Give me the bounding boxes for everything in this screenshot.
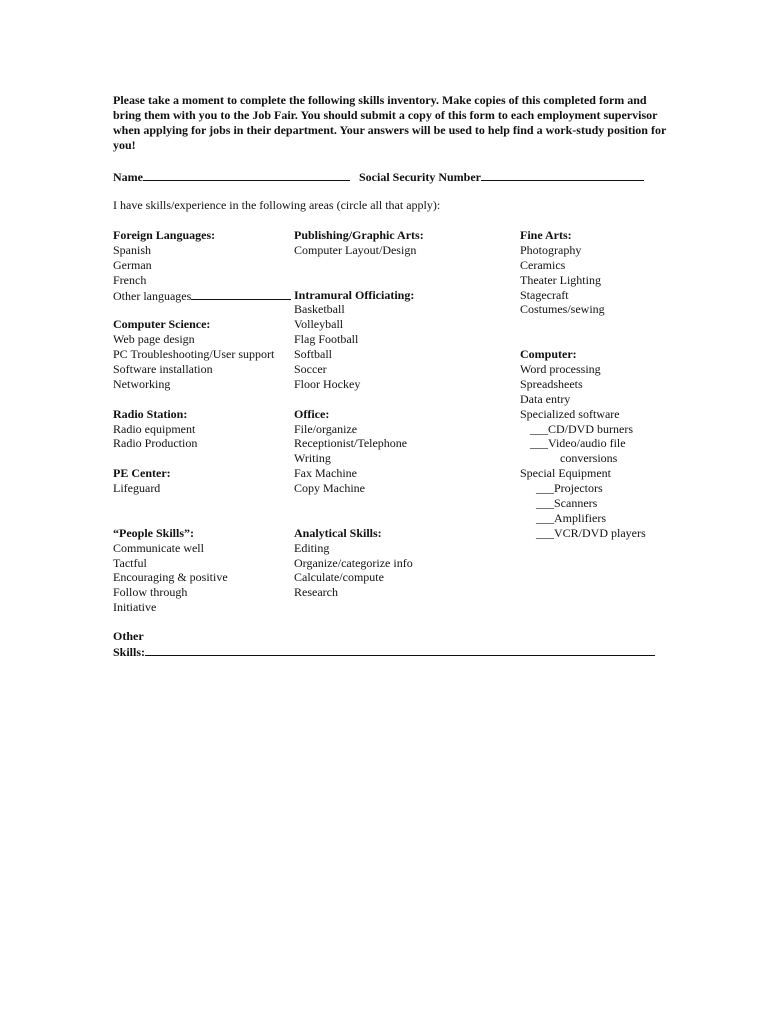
skill-item[interactable]: Organize/categorize info	[294, 555, 413, 570]
skill-item[interactable]: Floor Hockey	[294, 376, 361, 391]
skill-item[interactable]: Spanish	[113, 242, 152, 257]
equipment-checkbox-item[interactable]: ___Projectors	[536, 481, 603, 496]
analytical-heading: Analytical Skills:	[294, 525, 382, 540]
software-checkbox-item[interactable]: ___Video/audio file	[530, 436, 626, 451]
name-field[interactable]	[113, 169, 350, 185]
skill-item[interactable]: Data entry	[520, 391, 571, 406]
computer-science-heading: Computer Science:	[113, 317, 211, 332]
skill-item[interactable]: Volleyball	[294, 317, 344, 332]
skill-item[interactable]: Receptionist/Telephone	[294, 436, 408, 451]
other-skills-label-line1: Other	[113, 629, 144, 643]
skill-item[interactable]: Editing	[294, 540, 330, 555]
skill-item[interactable]: File/organize	[294, 421, 358, 436]
skill-item[interactable]: Softball	[294, 347, 332, 362]
skill-item[interactable]: Tactful	[113, 555, 147, 570]
equipment-checkbox-item[interactable]: ___Scanners	[536, 496, 598, 511]
other-languages-field[interactable]	[113, 288, 291, 303]
other-skills-field[interactable]	[113, 629, 655, 660]
foreign-languages-heading: Foreign Languages:	[113, 228, 216, 242]
column-left	[113, 228, 291, 615]
skill-item[interactable]: Computer Layout/Design	[294, 242, 417, 257]
column-middle	[294, 228, 424, 600]
other-languages-blank[interactable]	[191, 288, 291, 300]
skill-item[interactable]: Theater Lighting	[520, 272, 601, 287]
other-skills-blank[interactable]	[145, 644, 655, 656]
skill-item[interactable]: Radio Production	[113, 436, 198, 451]
skill-item[interactable]: Flag Football	[294, 332, 359, 347]
skill-item[interactable]: Networking	[113, 376, 171, 391]
column-right	[520, 228, 646, 541]
radio-station-heading: Radio Station:	[113, 406, 188, 421]
software-item-continuation: conversions	[560, 451, 618, 466]
skill-item[interactable]: Word processing	[520, 362, 601, 377]
skill-item[interactable]: Encouraging & positive	[113, 570, 228, 585]
name-blank[interactable]	[143, 169, 350, 181]
skill-item[interactable]: Stagecraft	[520, 287, 569, 302]
fine-arts-heading: Fine Arts:	[520, 228, 572, 242]
people-skills-heading: “People Skills”:	[113, 525, 195, 540]
intro-paragraph: Please take a moment to complete the following skills inventory. Make copies of this completed form and bring them with you to the Job Fair. You should submit a copy of this form to each employment supervisor when applying for jobs in their department. Your answers will be used to help find a work-study position for you!	[113, 93, 667, 152]
equipment-checkbox-item[interactable]: ___VCR/DVD players	[536, 525, 646, 540]
skill-item[interactable]: Spreadsheets	[520, 376, 583, 391]
skill-item[interactable]: Web page design	[113, 332, 195, 347]
name-label: Name	[113, 170, 143, 184]
ssn-field[interactable]	[359, 169, 644, 185]
software-checkbox-item[interactable]: ___CD/DVD burners	[530, 421, 633, 436]
skill-item[interactable]: Calculate/compute	[294, 570, 384, 585]
skill-item[interactable]: Software installation	[113, 362, 213, 377]
skill-item[interactable]: Fax Machine	[294, 466, 357, 481]
skill-item[interactable]: Follow through	[113, 585, 188, 600]
instruction-text: I have skills/experience in the following areas (circle all that apply):	[113, 198, 441, 212]
ssn-label: Social Security Number	[359, 170, 481, 184]
ssn-blank[interactable]	[481, 169, 644, 181]
skill-item[interactable]: Initiative	[113, 600, 157, 615]
skill-item[interactable]: Communicate well	[113, 540, 204, 555]
special-equipment-label[interactable]: Special Equipment	[520, 466, 611, 481]
other-skills-label-line2: Skills:	[113, 645, 146, 659]
pe-center-heading: PE Center:	[113, 466, 171, 481]
skill-item[interactable]: German	[113, 257, 152, 272]
skill-item[interactable]: Writing	[294, 451, 331, 466]
skill-item[interactable]: PC Troubleshooting/User support	[113, 347, 275, 362]
skill-item[interactable]: Copy Machine	[294, 481, 365, 496]
skill-item[interactable]: French	[113, 272, 147, 287]
office-heading: Office:	[294, 406, 330, 421]
equipment-checkbox-item[interactable]: ___Amplifiers	[536, 510, 606, 525]
skill-item[interactable]: Specialized software	[520, 406, 620, 421]
computer-heading: Computer:	[520, 347, 577, 362]
skill-item[interactable]: Photography	[520, 242, 582, 257]
skill-item[interactable]: Ceramics	[520, 257, 566, 272]
skill-item[interactable]: Basketball	[294, 302, 345, 317]
skill-item[interactable]: Costumes/sewing	[520, 302, 605, 317]
skill-item[interactable]: Lifeguard	[113, 481, 161, 496]
skill-item[interactable]: Research	[294, 585, 338, 600]
publishing-heading: Publishing/Graphic Arts:	[294, 228, 424, 242]
intramural-heading: Intramural Officiating:	[294, 287, 415, 302]
other-languages-label: Other languages	[113, 288, 192, 303]
skill-item[interactable]: Soccer	[294, 362, 327, 377]
skill-item[interactable]: Radio equipment	[113, 421, 196, 436]
